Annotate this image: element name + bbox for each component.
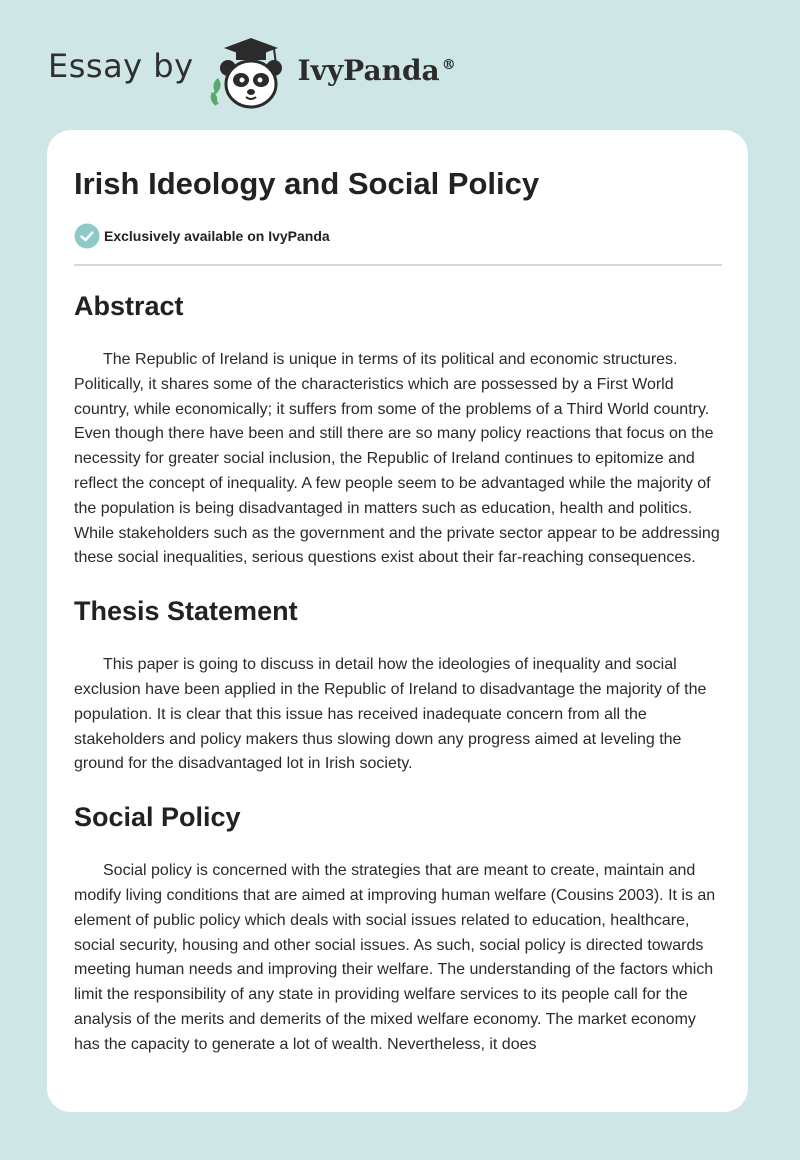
- brand-header[interactable]: [48, 34, 456, 114]
- divider: [74, 264, 722, 266]
- section-heading-thesis-statement: Thesis Statement: [74, 596, 298, 627]
- registered-mark: ®: [441, 57, 456, 74]
- badge-text: Exclusively available on IvyPanda: [104, 228, 330, 244]
- section-heading-social-policy: Social Policy: [74, 802, 241, 833]
- section-paragraph-abstract: The Republic of Ireland is unique in terms of its political and economic structures. Politically, it shares some of the characteristics which are possessed by a First World country, while economically; it suffers from some of the problems of a Third World country. Even though there have been and still there are so many policy reactions that focus on the necessity for greater social inclusion, the Republic of Ireland continues to epitomize and reflect the concept of inequality. A few people seem to be advantaged while the majority of the population is being disadvantaged in matters such as education, health and politics. While stakeholders such as the government and the private sector appear to be addressing these social inequalities, serious questions exist about their far-reaching consequences.: [74, 351, 720, 567]
- exclusive-badge: [74, 222, 722, 250]
- brand-name-text: IvyPanda: [297, 53, 440, 87]
- essay-card: [47, 130, 748, 1112]
- page-title: Irish Ideology and Social Policy: [74, 166, 540, 201]
- brand-name: [298, 54, 456, 87]
- section-paragraph-thesis-statement: This paper is going to discuss in detail how the ideologies of inequality and social exclusion have been applied in the Republic of Ireland to disadvantage the majority of the population. It is clear that this issue has received inadequate concern from all the stakeholders and policy makers thus slowing down any progress aimed at leveling the ground for the disadvantaged lot in Irish society.: [74, 656, 707, 773]
- panda-logo-icon: [206, 34, 296, 114]
- check-circle-icon: [74, 223, 100, 249]
- section-paragraph-social-policy: Social policy is concerned with the strategies that are meant to create, maintain and modify living conditions that are aimed at improving human welfare (Cousins 2003). It is an element of public policy which deals with social issues related to education, healthcare, social security, housing and other social issues. As such, social policy is directed towards meeting human needs and improving their welfare. The understanding of the factors which limit the responsibility of any state in providing welfare services to its people call for the analysis of the merits and demerits of the mixed welfare economy. The market economy has the capacity to generate a lot of wealth. Nevertheless, it does: [74, 862, 716, 1053]
- brand-prefix: Essay by: [48, 47, 194, 85]
- section-heading-abstract: Abstract: [74, 291, 184, 321]
